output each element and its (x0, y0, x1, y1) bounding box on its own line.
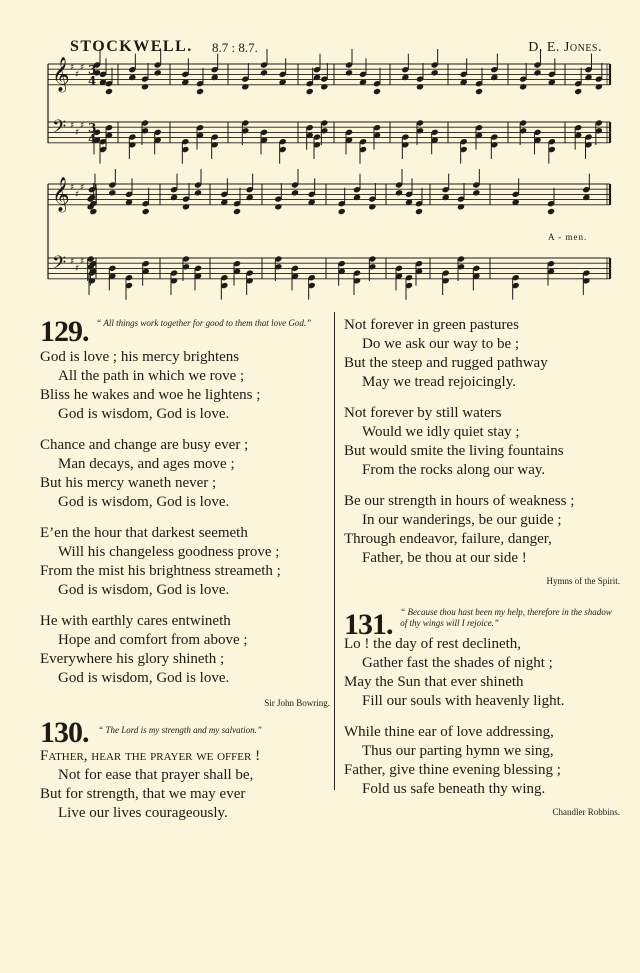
stanza (344, 635, 620, 711)
verse-line: Do we ask our way to be ; (362, 336, 520, 352)
verse-line: Fill our souls with heavenly light. (362, 693, 565, 709)
stanza (40, 436, 330, 512)
hymn-129-header (40, 315, 330, 348)
verse-line: Lo ! the day of rest declineth, (344, 636, 522, 652)
verse-line: Father, hear the prayer we offer ! (40, 748, 261, 764)
treble-clef-icon: 𝄞 (52, 57, 70, 92)
treble-clef-icon: 𝄞 (52, 177, 70, 212)
verse-line: From the mist his brightness streameth ; (40, 563, 281, 579)
stanza (40, 612, 330, 688)
note-head (345, 69, 353, 76)
verse-line: But his mercy waneth never ; (40, 475, 217, 491)
sharp-icon: ♯ (70, 183, 75, 193)
note-head (141, 83, 149, 90)
verse-line: God is wisdom, God is love. (58, 582, 230, 598)
verse-line: All the path in which we rove ; (58, 368, 245, 384)
right-column (344, 316, 620, 828)
note-head (395, 189, 403, 196)
verse-line: Father, give thine evening blessing ; (344, 762, 561, 778)
verse-line: Not forever in green pastures (344, 317, 519, 333)
amen-label: A - men. (548, 232, 588, 242)
hymn-author: Chandler Robbins. (552, 807, 620, 817)
verse-line: E’en the hour that darkest seemeth (40, 525, 248, 541)
sharp-icon: ♯ (75, 264, 80, 274)
time-signature-top: 3 (88, 121, 97, 135)
verse-line: Be our strength in hours of weakness ; (344, 493, 575, 509)
verse-line: God is wisdom, God is love. (58, 406, 230, 422)
verse-line: God is wisdom, God is love. (58, 670, 230, 686)
hymn-author: Hymns of the Spirit. (546, 576, 620, 586)
verse-line: Father, be thou at our side ! (362, 550, 527, 566)
hymn-motto: “ All things work together for good to them that love God.” (96, 318, 312, 328)
note-head (415, 208, 423, 215)
note-head (320, 83, 328, 90)
stanza (40, 747, 330, 823)
note-head (416, 83, 424, 90)
verse-line: Live our lives courageously. (58, 805, 228, 821)
sharp-icon: ♯ (80, 183, 85, 193)
left-column (40, 315, 330, 835)
verse-line: Will his changeless goodness prove ; (58, 544, 280, 560)
sharp-icon: ♯ (75, 190, 80, 200)
sharp-icon: ♯ (80, 63, 85, 73)
bass-clef-icon: 𝄢 (52, 117, 67, 142)
sharp-icon: ♯ (70, 257, 75, 267)
note-head (338, 208, 346, 215)
sharp-icon: ♯ (75, 128, 80, 138)
stanza (344, 316, 620, 392)
note-head (457, 203, 465, 210)
verse-line: Bliss he wakes and woe he lightens ; (40, 387, 261, 403)
verse-line: He with earthly cares entwineth (40, 613, 231, 629)
stanza (344, 492, 620, 568)
note-head (260, 69, 268, 76)
note-head (306, 88, 314, 95)
verse-line: Everywhere his glory shineth ; (40, 651, 225, 667)
note-head (105, 88, 113, 95)
note-head (182, 203, 190, 210)
note-head (472, 189, 480, 196)
verse-line: God is love ; his mercy brightens (40, 349, 240, 365)
tune-name: STOCKWELL. (70, 38, 193, 55)
note-head (373, 88, 381, 95)
hymn-131-header (344, 607, 620, 641)
hymn-number: 130. (40, 716, 89, 749)
note-head (595, 83, 603, 90)
sharp-icon: ♯ (80, 257, 85, 267)
verse-line: From the rocks along our way. (362, 462, 546, 478)
note-head (154, 69, 162, 76)
note-head (241, 83, 249, 90)
verse-line: Chance and change are busy ever ; (40, 437, 249, 453)
verse-line: While thine ear of love addressing, (344, 724, 554, 740)
sharp-icon: ♯ (80, 121, 85, 131)
hymn-number: 129. (40, 315, 89, 348)
verse-line: In our wanderings, be our guide ; (362, 512, 562, 528)
tune-composer: D. E. Jones. (528, 40, 602, 55)
note-head (519, 83, 527, 90)
verse-line: May the Sun that ever shineth (344, 674, 524, 690)
verse-line: But would smite the living fountains (344, 443, 564, 459)
sharp-icon: ♯ (70, 63, 75, 73)
verse-line: God is wisdom, God is love. (58, 494, 230, 510)
note-head (196, 88, 204, 95)
time-signature-bottom: 4 (88, 74, 97, 88)
hymn-motto: “ Because thou hast been my help, therefore in the shadow of thy wings will I rejoice.” (400, 607, 612, 628)
column-divider (334, 312, 335, 790)
hymn-author: Sir John Bowring. (264, 698, 330, 708)
hymn-130-header (40, 716, 330, 749)
sharp-icon: ♯ (70, 121, 75, 131)
note-head (533, 69, 541, 76)
music-score (0, 0, 640, 300)
note-head (368, 203, 376, 210)
verse-line: But for strength, that we may ever (40, 786, 246, 802)
stanza (40, 524, 330, 600)
verse-line: May we tread rejoicingly. (362, 374, 516, 390)
verse-line: Thus our parting hymn we sing, (362, 743, 554, 759)
stanza (40, 348, 330, 424)
note-head (194, 189, 202, 196)
note-head (431, 69, 439, 76)
time-signature-top: 3 (88, 63, 97, 77)
note-head (547, 208, 555, 215)
verse-line: Hope and comfort from above ; (58, 632, 248, 648)
hymn-number: 131. (344, 608, 393, 641)
stanza (344, 723, 620, 799)
verse-line: Not forever by still waters (344, 405, 502, 421)
time-signature-bottom: 4 (88, 132, 97, 146)
stanza (344, 404, 620, 480)
verse-line: Through endeavor, failure, danger, (344, 531, 552, 547)
verse-line: Not for ease that prayer shall be, (58, 767, 254, 783)
sharp-icon: ♯ (75, 70, 80, 80)
note-head (233, 208, 241, 215)
verse-line: Gather fast the shades of night ; (362, 655, 553, 671)
hymn-motto: “ The Lord is my strength and my salvation.” (98, 725, 262, 735)
note-head (475, 88, 483, 95)
verse-line: But the steep and rugged pathway (344, 355, 548, 371)
bass-clef-icon: 𝄢 (52, 253, 67, 278)
verse-line: Man decays, and ages move ; (58, 456, 235, 472)
note-head (274, 203, 282, 210)
note-head (291, 189, 299, 196)
note-head (574, 88, 582, 95)
note-head (142, 208, 150, 215)
note-head (108, 189, 116, 196)
verse-line: Would we idly quiet stay ; (362, 424, 520, 440)
tune-meter: 8.7 : 8.7. (212, 40, 258, 55)
verse-line: Fold us safe beneath thy wing. (362, 781, 546, 797)
